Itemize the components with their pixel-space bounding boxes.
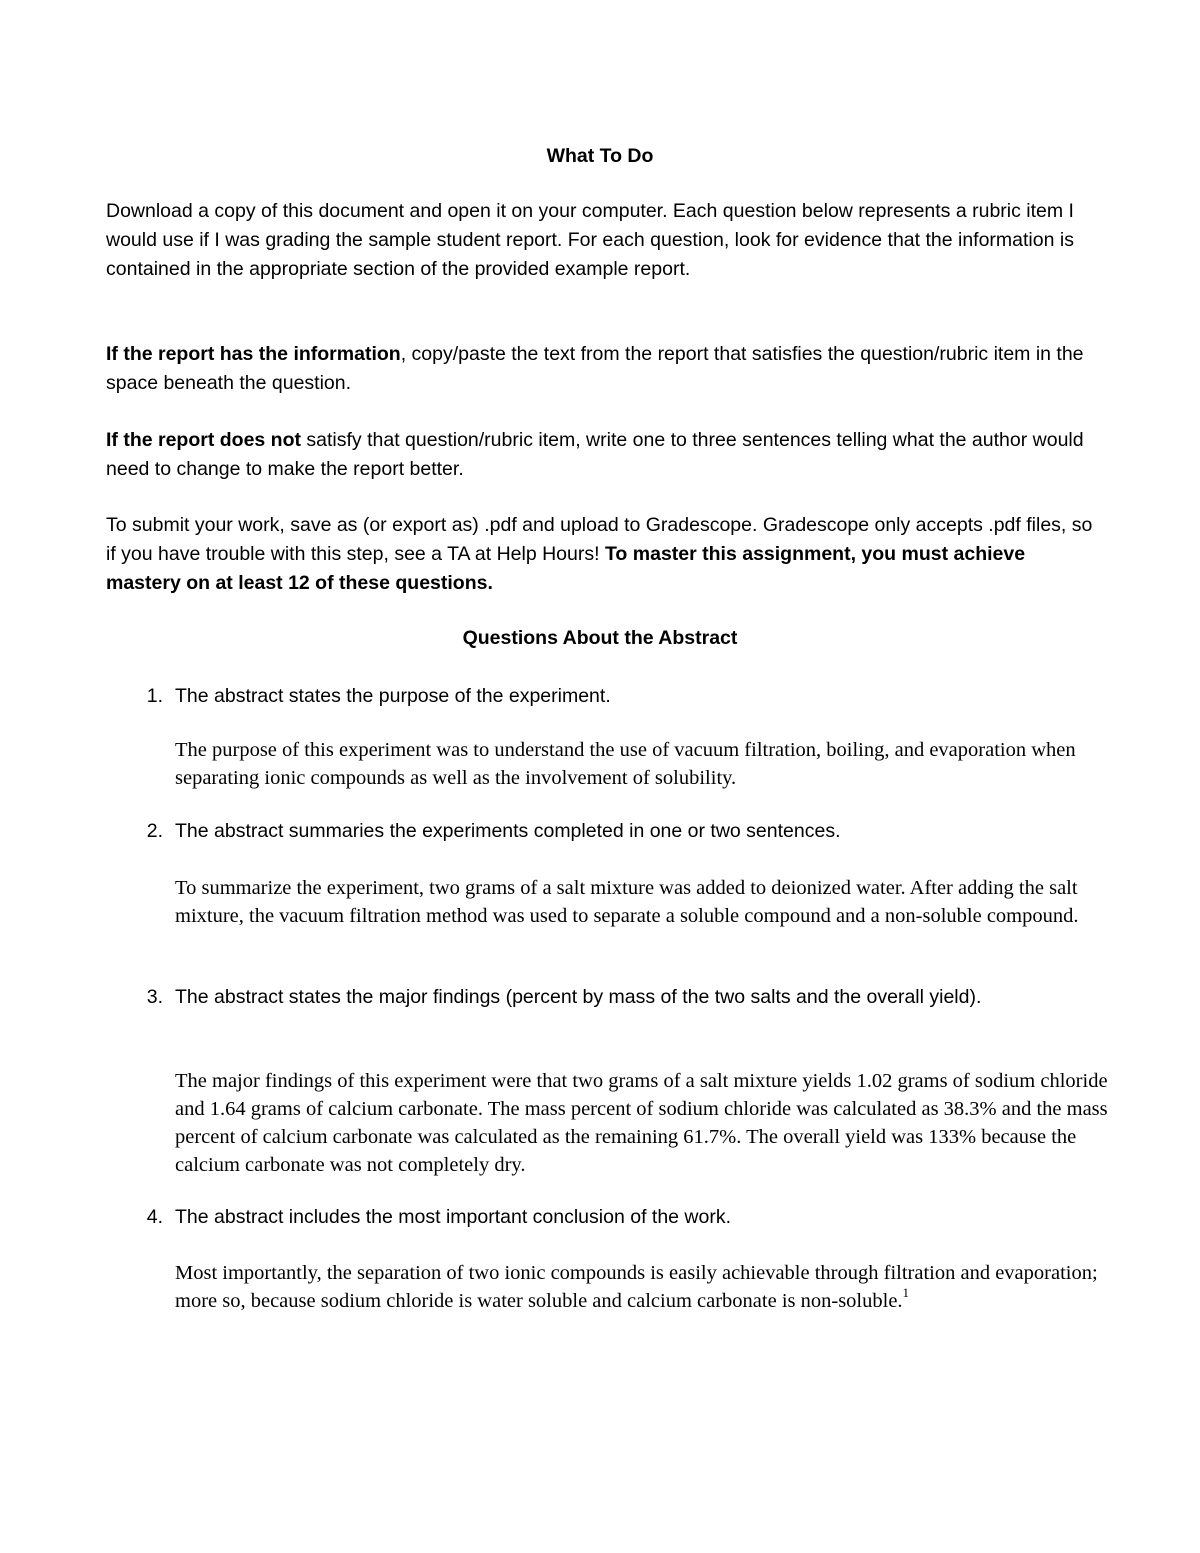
submit-text: To submit your work, save as (or export as) .pdf and upload to Gradescope. Gradescope only accepts .pdf files, so if you have trouble with this step, see a TA at Help Hours! (106, 514, 1093, 565)
submit-paragraph (106, 511, 1096, 598)
question-number: 3. (146, 986, 163, 1008)
answer-text: The major findings of this experiment were that two grams of a salt mixture yields 1.02 grams of sodium chloride and 1.64 grams of calcium carbonate. The mass percent of sodium chloride was calculated as 38.3% and the mass percent of calcium carbonate was calculated as the remaining 61.7%. The overall yield was 133% because the calcium carbonate was not completely dry. (175, 1070, 1108, 1176)
mastery-requirement-text: To master this assignment, you must achieve mastery on at least 12 of these questions. (106, 543, 1026, 594)
not-satisfied-text: satisfy that question/rubric item, write one to three sentences telling what the author would need to change to make the report better. (106, 429, 1084, 480)
footnote-reference: 1 (902, 1285, 910, 1301)
question-number: 2. (146, 820, 163, 842)
has-info-bold-text: If the report has the information (106, 343, 401, 365)
answer-text (175, 1259, 1110, 1315)
answer-text: The purpose of this experiment was to understand the use of vacuum filtration, boiling, and evaporation when separating ionic compounds as well as the involvement of solubility. (175, 739, 1076, 789)
question-text: The abstract states the major findings (percent by mass of the two salts and the overall yield). (175, 986, 982, 1008)
abstract-section-heading: Questions About the Abstract (462, 627, 738, 649)
question-text: The abstract states the purpose of the experiment. (175, 685, 611, 707)
not-satisfied-bold-text: If the report does not (106, 429, 301, 451)
what-to-do-heading: What To Do (546, 145, 654, 167)
has-info-paragraph (106, 340, 1096, 398)
answer-text: To summarize the experiment, two grams of a salt mixture was added to deionized water. After adding the salt mixture, the vacuum filtration method was used to separate a soluble compound and a non-soluble compound. (175, 877, 1079, 927)
has-info-text: , copy/paste the text from the report that satisfies the question/rubric item in the space beneath the question. (106, 343, 1084, 394)
answer-body: Most importantly, the separation of two ionic compounds is easily achievable through filtration and evaporation; more so, because sodium chloride is water soluble and calcium carbonate is non-soluble. (175, 1262, 1098, 1312)
question-number: 4. (146, 1206, 163, 1228)
intro-paragraph: Download a copy of this document and open it on your computer. Each question below represents a rubric item I would use if I was grading the sample student report. For each question, look for evidence that the information is contained in the appropriate section of the provided example report. (106, 200, 1074, 280)
not-satisfied-paragraph (106, 426, 1096, 484)
question-text: The abstract summaries the experiments completed in one or two sentences. (175, 820, 841, 842)
question-text: The abstract includes the most important conclusion of the work. (175, 1206, 732, 1228)
question-number: 1. (146, 685, 163, 707)
